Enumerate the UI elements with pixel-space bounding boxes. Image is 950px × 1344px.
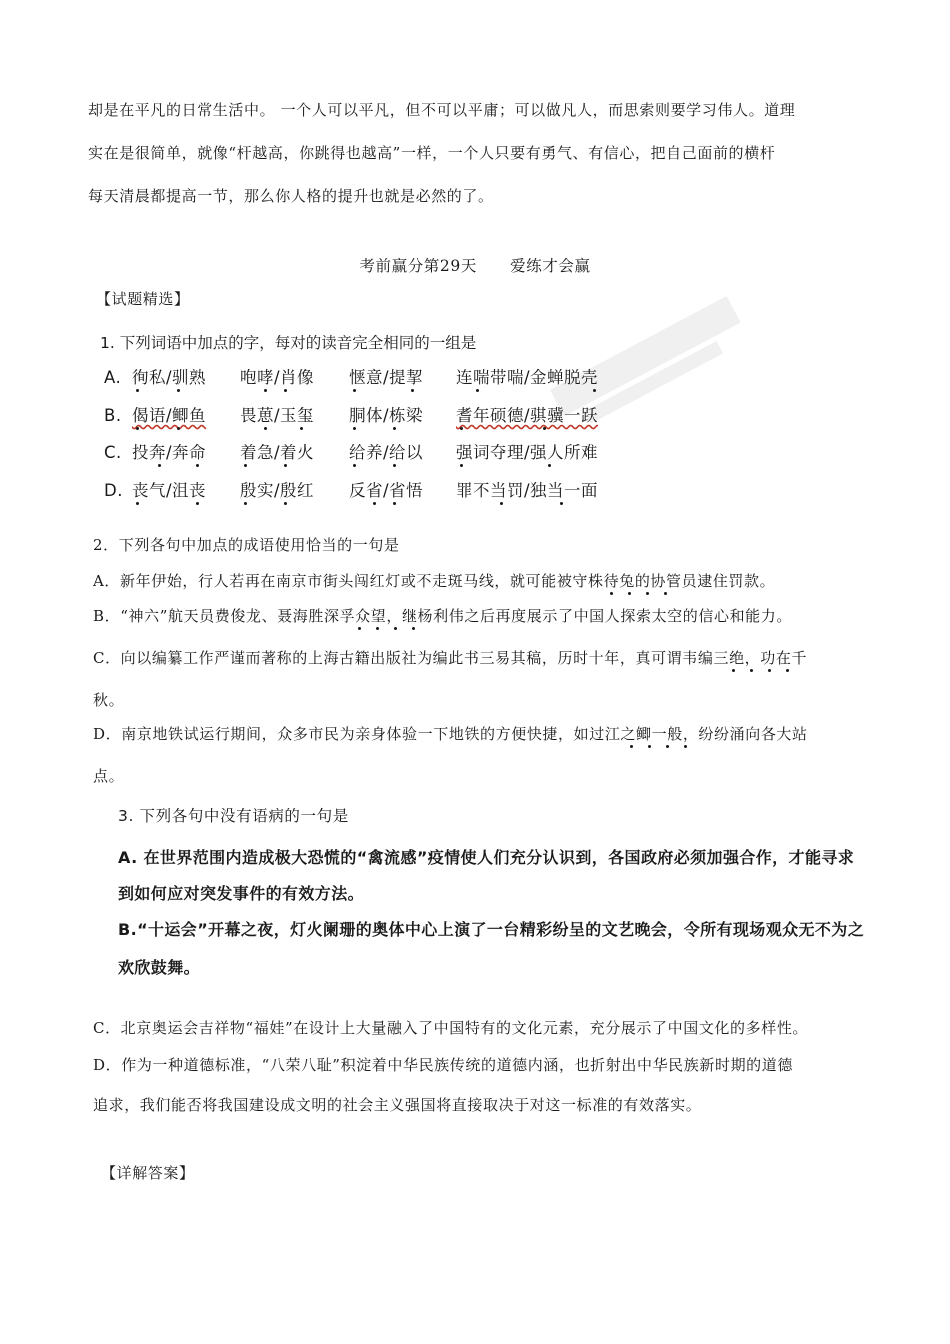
q1-option-item: 罪不当罚/独当一面 [456, 481, 599, 500]
intro-line-2: 实在是很简单，就像“杆越高，你跳得也越高”一样，一个人只要有勇气、有信心，把自己面前的横杆 [88, 144, 776, 162]
q1-option-item: 投奔/奔命 [132, 443, 207, 462]
q1-option-c [0, 443, 950, 467]
q1-option-item: 着急/着火 [240, 443, 315, 462]
q1-option-item: 反省/省悟 [349, 481, 424, 500]
q2-option-c-cont: 秋。 [93, 691, 125, 709]
q2-option-d-cont: 点。 [93, 767, 125, 785]
q1-stem: 1. 下列词语中加点的字，每对的读音完全相同的一组是 [100, 334, 477, 352]
q1-option-label: D. [104, 481, 123, 500]
q1-option-label: B. [104, 406, 122, 425]
q3-option-a-cont: 到如何应对突发事件的有效方法。 [118, 884, 365, 903]
q3-option-a: A. 在世界范围内造成极大恐慌的“禽流感”疫情使人们充分认识到，各国政府必须加强合作，才能寻求 [118, 848, 855, 867]
q2-option-c: C．向以编纂工作严谨而著称的上海古籍出版社为编此书三易其稿，历时十年，真可谓韦编三绝，功在千 [93, 649, 808, 667]
q2-option-a: A．新年伊始，行人若再在南京市街头闯红灯或不走斑马线，就可能被守株待兔的协管员逮住罚款。 [93, 572, 776, 590]
q1-option-b [0, 406, 950, 430]
section-heading-questions: 【试题精选】 [96, 290, 190, 308]
q2-stem: 2．下列各句中加点的成语使用恰当的一句是 [93, 536, 400, 554]
q2-option-d: D．南京地铁试运行期间，众多市民为亲身体验一下地铁的方便快捷，如过江之鲫一般，纷纷涌向各大站 [93, 725, 808, 743]
q1-option-item: 给养/给以 [349, 443, 424, 462]
q3-option-b: B.“十运会”开幕之夜，灯火阑珊的奥体中心上演了一台精彩纷呈的文艺晚会，令所有现场观众无不为之 [118, 920, 865, 939]
q1-option-item: 胴体/栋梁 [349, 406, 424, 425]
q1-option-item: 耆年硕德/骐骥一跃 [456, 406, 599, 425]
q1-option-a [0, 368, 950, 392]
q2-option-b: B．“神六”航天员费俊龙、聂海胜深孚众望，继杨利伟之后再度展示了中国人探索太空的信心和能力。 [93, 607, 792, 625]
q1-option-item: 丧气/沮丧 [132, 481, 207, 500]
q3-option-d-cont: 追求，我们能否将我国建设成文明的社会主义强国将直接取决于对这一标准的有效落实。 [93, 1096, 702, 1114]
q3-option-d: D．作为一种道德标准，“八荣八耻”积淀着中华民族传统的道德内涵，也折射出中华民族新时期的道德 [93, 1056, 793, 1074]
q1-option-item: 强词夺理/强人所难 [456, 443, 599, 462]
intro-line-3: 每天清晨都提高一节，那么你人格的提升也就是必然的了。 [88, 187, 494, 205]
intro-line-1: 却是在平凡的日常生活中。 一个人可以平凡，但不可以平庸；可以做凡人，而思索则要学习伟人。道理 [88, 101, 796, 119]
q3-option-c: C．北京奥运会吉祥物“福娃”在设计上大量融入了中国特有的文化元素，充分展示了中国文化的多样性。 [93, 1019, 809, 1037]
q1-option-item: 徇私/驯熟 [132, 368, 207, 387]
q1-option-item: 殷实/殷红 [240, 481, 315, 500]
q1-option-item: 偈语/鲫鱼 [132, 406, 207, 425]
section-heading-answers: 【详解答案】 [101, 1164, 195, 1182]
q1-option-item: 连喘带喘/金蝉脱壳 [456, 368, 599, 387]
q3-stem: 3. 下列各句中没有语病的一句是 [118, 807, 349, 825]
q1-option-item: 畏葸/玉玺 [240, 406, 315, 425]
q1-option-label: C. [104, 443, 122, 462]
q3-option-b-cont: 欢欣鼓舞。 [118, 958, 201, 977]
q1-option-item: 咆哮/肖像 [240, 368, 315, 387]
q1-option-d [0, 481, 950, 505]
q1-option-item: 惬意/提挈 [349, 368, 424, 387]
q1-option-label: A. [104, 368, 122, 387]
page-title: 考前赢分第29天 爱练才会赢 [359, 257, 591, 275]
